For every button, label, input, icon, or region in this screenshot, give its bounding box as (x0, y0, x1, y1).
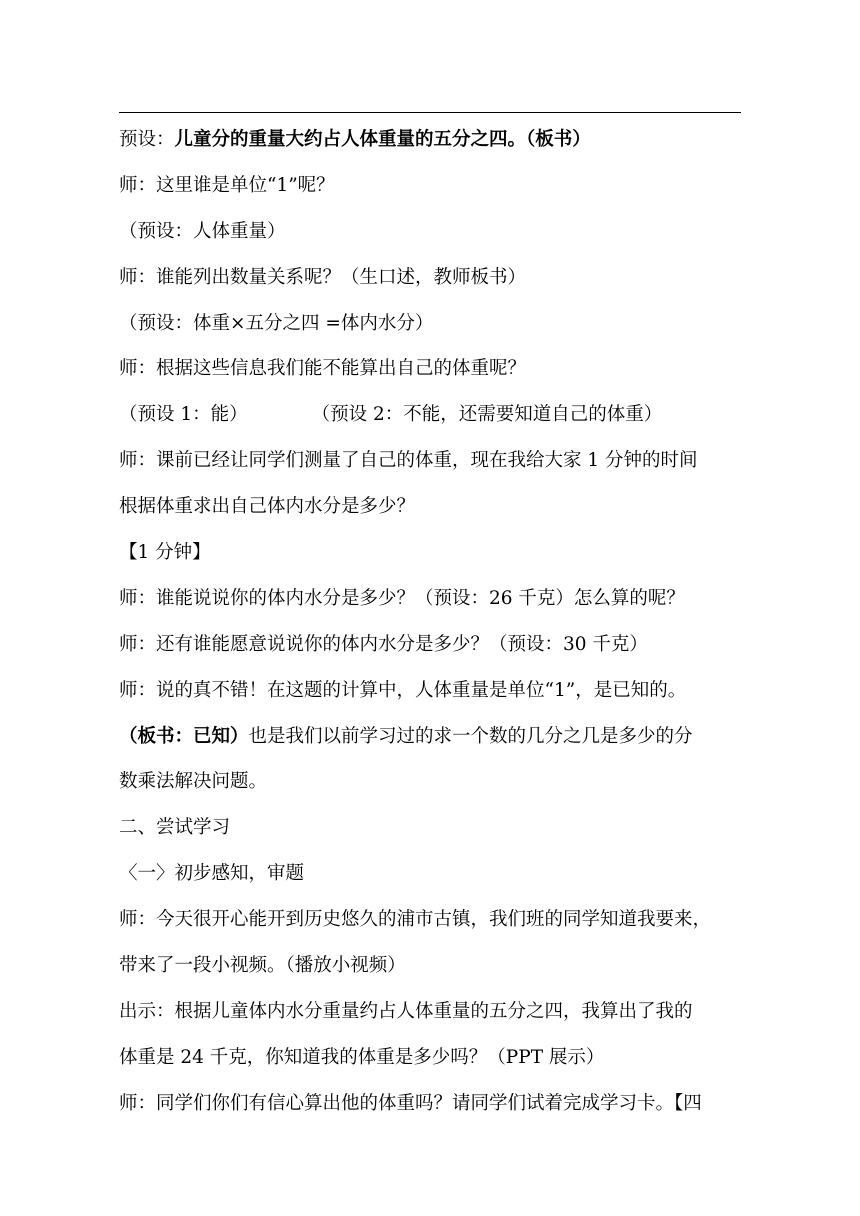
text-line-9: 根据体重求出自己体内水分是多少？ (119, 496, 416, 518)
text-line-13: 师：说的真不错！在这题的计算中，人体重量是单位“1”，是已知的。 (119, 679, 687, 701)
line-continuation: 也是我们以前学习过的求一个数的几分之几是多少的分 (248, 725, 693, 747)
text-line-4: 师：谁能列出数量关系呢？（生口述，教师板书） (119, 266, 527, 288)
text-line-19: 带来了一段小视频。（播放小视频） (119, 955, 406, 977)
subsection-heading: 〈一〉初步感知，审题 (119, 863, 305, 885)
preset-2: （预设 2：不能，还需要知道自己的体重） (311, 404, 663, 426)
text-line-15: 数乘法解决问题。 (119, 771, 268, 793)
preset-1: （预设 1：能） (119, 404, 248, 426)
bold-board-note: （板书：已知） (119, 725, 249, 747)
text-line-11: 师：谁能说说你的体内水分是多少？（预设：26 千克）怎么算的呢？ (119, 587, 685, 609)
text-line-12: 师：还有谁能愿意说说你的体内水分是多少？（预设：30 千克） (119, 633, 648, 655)
text-line-2: 师：这里谁是单位“1”呢？ (119, 174, 335, 196)
text-line-3: （预设：人体重量） (119, 220, 286, 242)
bold-statement: 儿童分的重量大约占人体重量的五分之四。（板书） (174, 129, 591, 150)
document-body (119, 117, 743, 1127)
header-rule (119, 112, 741, 113)
section-heading: 二、尝试学习 (119, 817, 231, 839)
text-line-22: 师：同学们你们有信心算出他的体重吗？请同学们试着完成学习卡。【四 (119, 1092, 702, 1114)
text-line-6: 师：根据这些信息我们能不能算出自己的体重呢？ (119, 358, 527, 380)
text-line-8: 师：课前已经让同学们测量了自己的体重，现在我给大家 1 分钟的时间 (119, 450, 698, 472)
text-line-14 (119, 714, 743, 760)
text-line-5: （预设：体重×五分之四 =体内水分） (119, 312, 434, 334)
text-line-20: 出示：根据儿童体内水分重量约占人体重量的五分之四，我算出了我的 (119, 1000, 693, 1022)
text-line-10: 【1 分钟】 (119, 542, 211, 564)
text-line-1 (119, 117, 743, 163)
label-preset: 预设： (119, 129, 175, 150)
text-line-21: 体重是 24 千克，你知道我的体重是多少吗？（PPT 展示） (119, 1046, 605, 1068)
text-line-18: 师：今天很开心能开到历史悠久的浦市古镇，我们班的同学知道我要来， (119, 909, 712, 931)
text-line-7 (119, 392, 743, 438)
